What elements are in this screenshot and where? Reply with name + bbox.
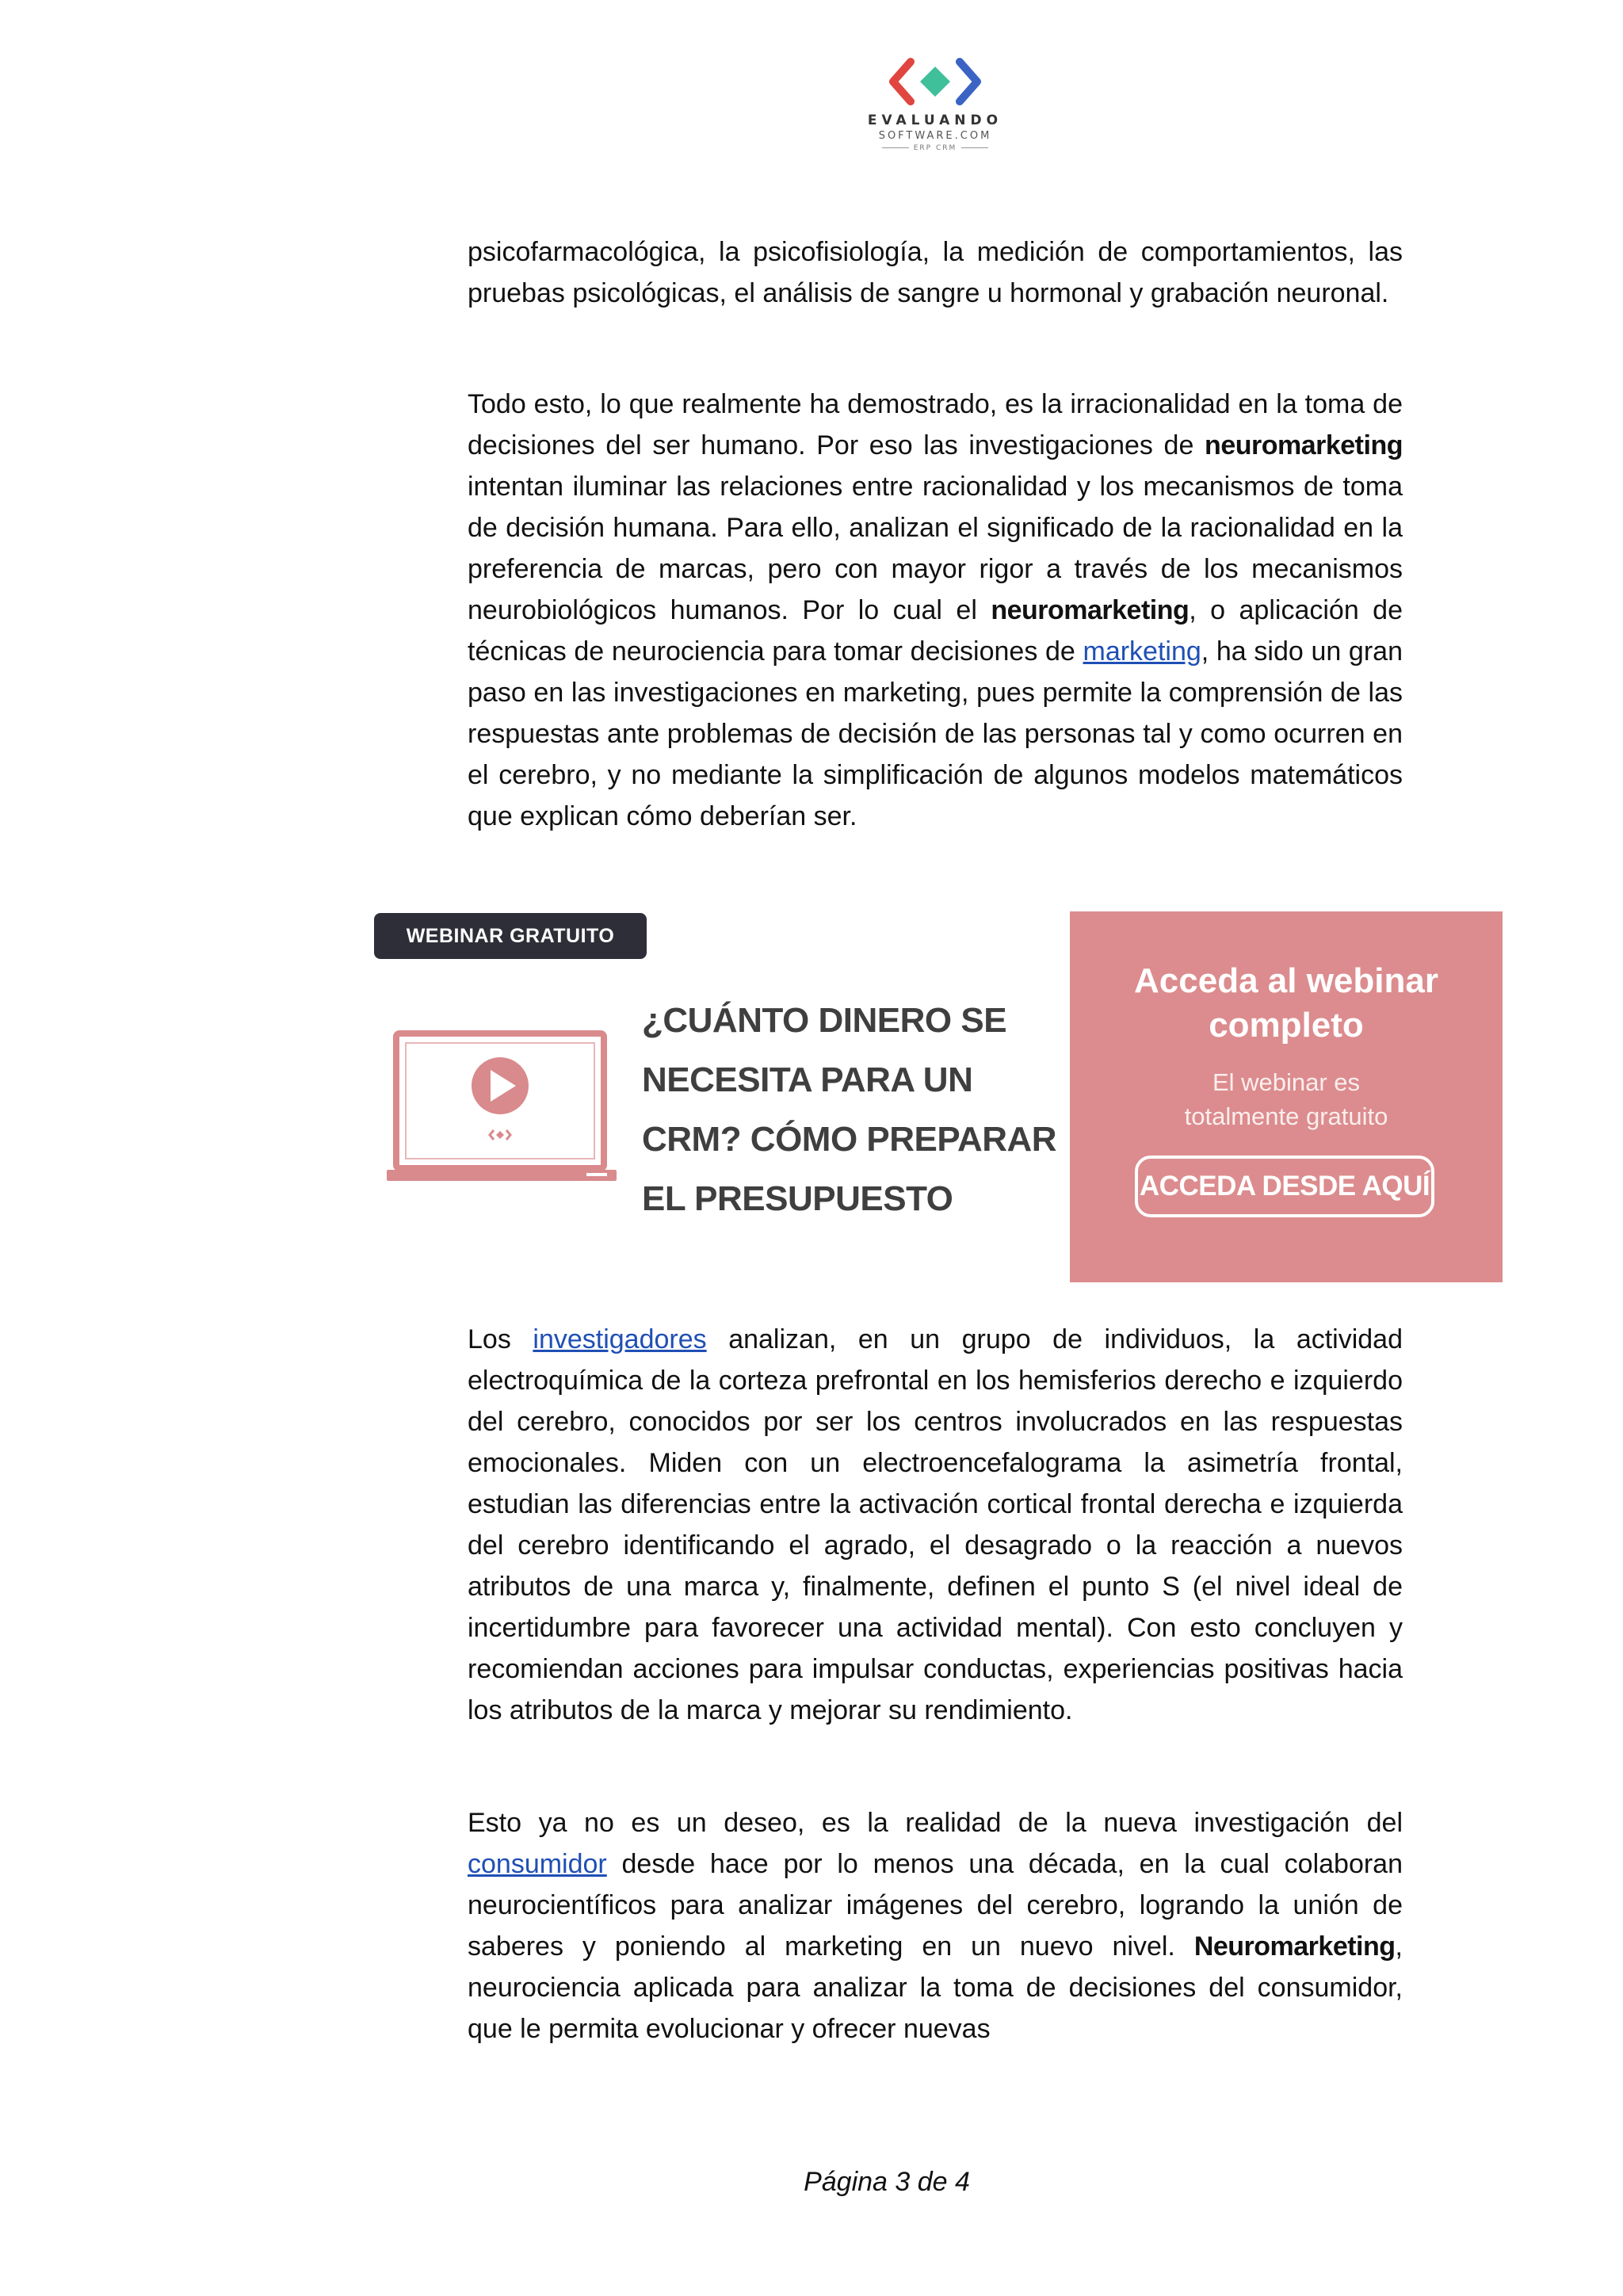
logo-domain: SOFTWARE.COM: [878, 130, 992, 142]
text-run: , neurociencia aplicada para analizar la toma de decisiones del consumidor, que le permita evolucionar y ofrecer nuevas: [468, 1931, 1403, 2044]
title-line: CRM? CÓMO PREPARAR: [642, 1120, 1057, 1159]
webinar-title: [642, 991, 1062, 1228]
paragraph-1: [468, 231, 1403, 314]
bold-term: neuromarketing: [1205, 430, 1403, 460]
cta-heading-line: completo: [1209, 1006, 1364, 1045]
investigadores-link[interactable]: investigadores: [533, 1324, 707, 1354]
logo-icon: [884, 55, 987, 108]
paragraph-text: psicofarmacológica, la psicofisiología, la medición de comportamientos, las pruebas psicológicas, el análisis de sangre u hormonal y grabación neuronal.: [468, 237, 1403, 308]
logo-tagline: ERP CRM: [864, 144, 1006, 152]
cta-subtext: [1070, 1065, 1503, 1133]
cta-sub-line: totalmente gratuito: [1184, 1102, 1388, 1130]
text-run: Esto ya no es un deseo, es la realidad de la nueva investigación del: [468, 1808, 1403, 1838]
webinar-banner[interactable]: [372, 911, 1503, 1286]
text-run: Todo esto, lo que realmente ha demostrado, es la irracionalidad en la toma de decisiones del ser humano. Por eso las investigaciones de: [468, 389, 1403, 460]
logo-name: EVALUANDO: [867, 113, 1003, 128]
paragraph-4: [468, 1802, 1403, 2050]
text-run: analizan, en un grupo de individuos, la actividad electroquímica de la corteza prefrontal en los hemisferios derecho e izquierdo del cerebro, conocidos por ser los centros involucrados en las respuestas emocionales. Miden con un electroencefalograma la asimetría frontal, estudian las diferencias entre la activación cortical frontal derecha e izquierda del cerebro identificando el agrado, el desagrado o la reacción a nuevos atributos de una marca y, finalmente, definen el punto S (el nivel ideal de incertidumbre para favorecer una actividad mental). Con esto concluyen y recomiendan acciones para impulsar conductas, experiencias positivas hacia los atributos de la marca y mejorar su rendimiento.: [468, 1324, 1403, 1725]
title-line: ¿CUÁNTO DINERO SE: [642, 1001, 1007, 1040]
paragraph-2: [468, 384, 1403, 837]
text-run: Los: [468, 1324, 533, 1354]
cta-sub-line: El webinar es: [1212, 1068, 1361, 1096]
page-number: Página 3 de 4: [804, 2167, 970, 2197]
title-line: NECESITA PARA UN: [642, 1060, 973, 1099]
bold-term: Neuromarketing: [1193, 1931, 1396, 1962]
title-line: EL PRESUPUESTO: [642, 1179, 953, 1218]
access-webinar-button[interactable]: ACCEDA DESDE AQUÍ: [1135, 1156, 1434, 1217]
text-run: , o aplicación de técnicas de neurociencia para tomar decisiones de: [468, 595, 1403, 667]
laptop-video-icon: [387, 1030, 624, 1197]
cta-heading-line: Acceda al webinar: [1134, 961, 1438, 1000]
company-logo: [864, 55, 1006, 174]
paragraph-3: [468, 1319, 1403, 1731]
webinar-badge: WEBINAR GRATUITO: [374, 913, 647, 959]
marketing-link[interactable]: marketing: [1083, 636, 1201, 667]
text-run: intentan iluminar las relaciones entre racionalidad y los mecanismos de toma de decisión humana. Para ello, analizan el significado de la racionalidad en la preferencia de marcas, pero con mayor rigor a través de los mecanismos neurobiológicos humanos. Por lo cual el: [468, 472, 1403, 625]
cta-panel: [1070, 911, 1503, 1282]
text-run: desde hace por lo menos una década, en la cual colaboran neurocientíficos para analizar imágenes del cerebro, logrando la unión de saberes y poniendo al marketing en un nuevo nivel.: [468, 1849, 1403, 1962]
bold-term: neuromarketing: [991, 595, 1190, 625]
cta-heading: [1070, 959, 1503, 1048]
text-run: , ha sido un gran paso en las investigaciones en marketing, pues permite la comprensión de las respuestas ante problemas de decisión de las personas tal y como ocurren en el cerebro, y no mediante la simplificación de algunos modelos matemáticos que explican cómo deberían ser.: [468, 636, 1403, 831]
consumidor-link[interactable]: consumidor: [468, 1849, 607, 1879]
